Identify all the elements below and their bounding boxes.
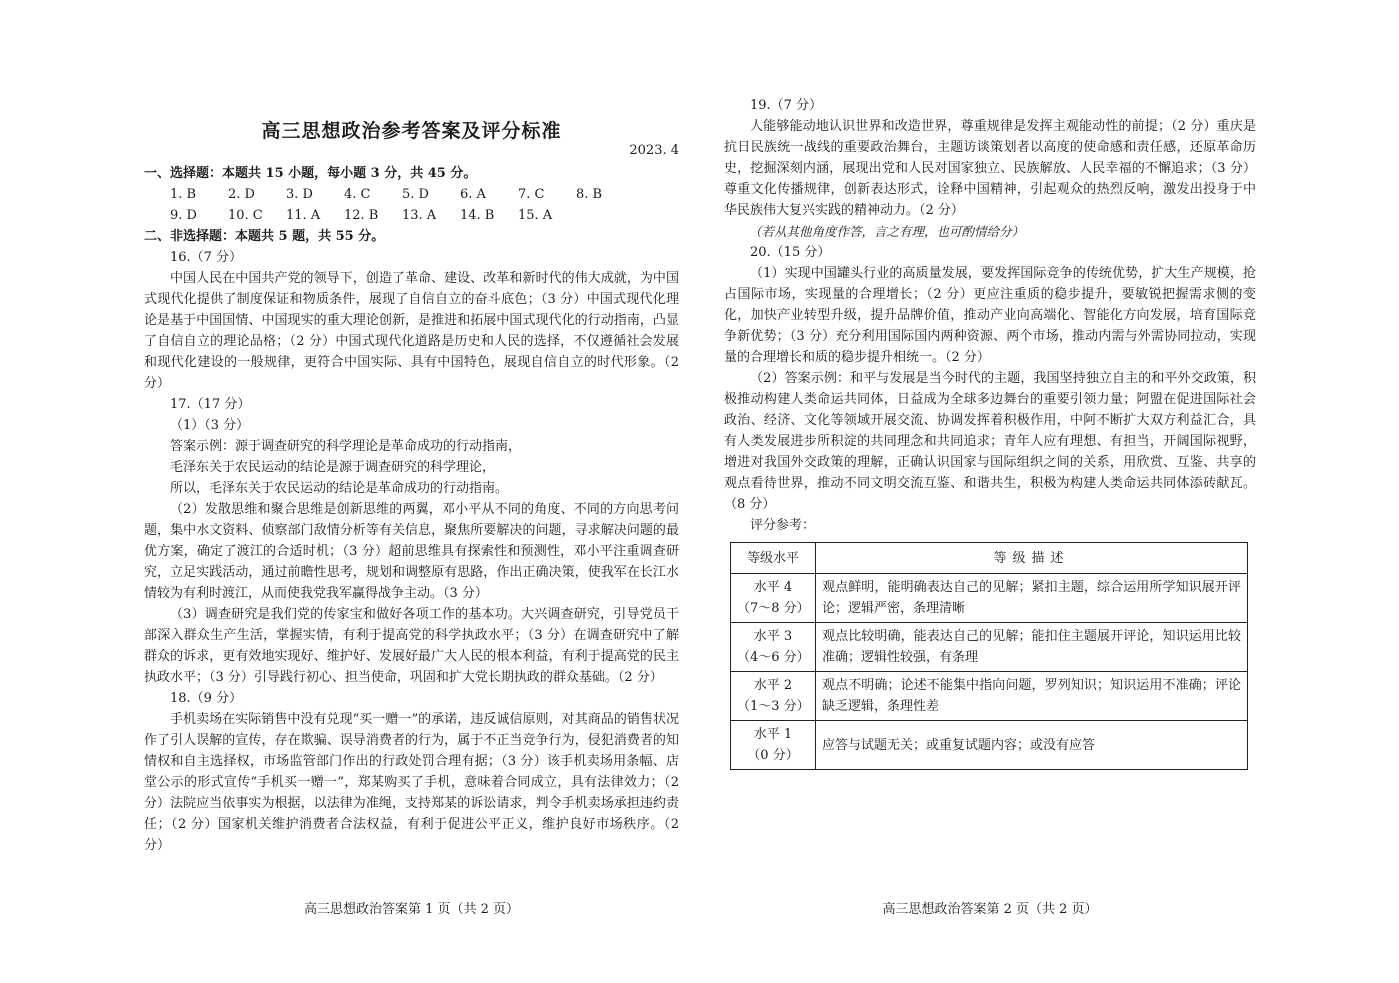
rubric-row — [731, 672, 1248, 721]
q17-sub2-answer: （2）发散思维和聚合思维是创新思维的两翼，邓小平从不同的角度、不同的方向思考问题，集中水文资料、侦察部门敌情分析等有关信息，聚焦所要解决的问题，寻求解决问题的最优方案，确定了渡江的合适时机；（3 分）超前思维具有探索性和预测性，邓小平注重调查研究，立足实践活动，通过前瞻性思考，规划和调整原有思路，作出正确决策，使我军在长江水情较为有利时渡江，从而使我党我军赢得战争主动。（3 分） — [144, 502, 679, 601]
page-2-body — [724, 95, 1256, 770]
rubric-level: 水平 1 — [753, 727, 793, 742]
choice-answer: 3. D — [286, 187, 313, 202]
choice-answer: 6. A — [460, 187, 486, 202]
q18-answer: 手机卖场在实际销售中没有兑现“买一赠一”的承诺，违反诚信原则，对其商品的销售状况作了引人误解的宣传，存在欺骗、误导消费者的行为，属于不正当竞争行为，侵犯消费者的知情权和自主选择权，市场监管部门作出的行政处罚合理有据；（3 分）该手机卖场用条幅、店堂公示的形式宣传“手机买一赠一”，郑某购买了手机，意味着合同成立，具有法律效力；（2 分）法院应当依事实为根据，以法律为准绳，支持郑某的诉讼请求，判令手机卖场承担违约责任；（2 分）国家机关维护消费者合法权益，有利于促进公平正义，维护良好市场秩序。（2 分） — [144, 712, 679, 853]
rubric-level: 水平 2 — [753, 678, 793, 693]
rubric-description: 观点鲜明，能明确表达自己的见解；紧扣主题，综合运用所学知识展开评论；逻辑严密，条理清晰 — [816, 574, 1248, 623]
q17-sub1-label: （1）（3 分） — [170, 418, 250, 433]
q16-answer: 中国人民在中国共产党的领导下，创造了革命、建设、改革和新时代的伟大成就，为中国式现代化提供了制度保证和物质条件，展现了自信自立的奋斗底色；（3 分）中国式现代化理论是基于中国国情、中国现实的重大理论创新，是推进和拓展中国式现代化的行动指南，凸显了自信自立的理论品格；（2 分）中国式现代化道路是历史和人民的选择，不仅遵循社会发展和现代化建设的一般规律，更符合中国实际、具有中国特色，展现自信自立的时代形象。（2 分） — [144, 271, 679, 391]
rubric-label: 评分参考： — [750, 518, 816, 533]
choice-answer: 15. A — [518, 208, 553, 223]
rubric-range: （1～3 分） — [737, 699, 810, 714]
choice-answer: 14. B — [460, 208, 495, 223]
choice-answer: 10. C — [228, 208, 263, 223]
rubric-table — [730, 542, 1248, 770]
q16-label: 16.（7 分） — [170, 250, 243, 265]
q19-note: （若从其他角度作答，言之有理，也可酌情给分） — [749, 224, 1025, 239]
page-2-footer: 高三思想政治答案第 2 页（共 2 页） — [882, 902, 1098, 917]
rubric-level-cell — [731, 672, 816, 721]
page-1-footer: 高三思想政治答案第 1 页（共 2 页） — [303, 902, 520, 917]
choice-answer: 7. C — [518, 187, 545, 202]
rubric-range: （7～8 分） — [737, 601, 810, 616]
page-1 — [144, 0, 679, 983]
choice-answer: 13. A — [402, 208, 437, 223]
rubric-header-level: 等级水平 — [731, 543, 816, 574]
rubric-level: 水平 4 — [753, 580, 793, 595]
choice-answer: 5. D — [402, 187, 429, 202]
q17-sub1-line: 毛泽东关于农民运动的结论是源于调查研究的科学理论， — [170, 460, 496, 475]
rubric-row — [731, 623, 1248, 672]
choice-answer: 4. C — [344, 187, 371, 202]
q17-sub3-answer: （3）调查研究是我们党的传家宝和做好各项工作的基本功。大兴调查研究，引导党员干部深入群众生产生活，掌握实情，有利于提高党的科学执政水平；（3 分）在调查研究中了解群众的诉求，更有效地实现好、维护好、发展好最广大人民的根本利益，有利于提高党的民主执政水平；（3 分）引导践行初心、担当使命，巩固和扩大党长期执政的群众基础。（2 分） — [144, 607, 679, 685]
section-2-heading: 二、非选择题：本题共 5 题，共 55 分。 — [144, 229, 385, 244]
choice-answer: 8. B — [576, 187, 603, 202]
rubric-description: 观点比较明确，能表达自己的见解；能扣住主题展开评论，知识运用比较准确；逻辑性较强，有条理 — [816, 623, 1248, 672]
choice-answers-row-2 — [144, 205, 679, 226]
q17-label: 17.（17 分） — [170, 397, 251, 412]
q19-label: 19.（7 分） — [750, 98, 823, 113]
choice-answer: 9. D — [170, 208, 197, 223]
rubric-header-description: 等级描述 — [816, 543, 1248, 574]
q20-label: 20.（15 分） — [750, 245, 831, 260]
q20-sub1-answer: （1）实现中国罐头行业的高质量发展，要发挥国际竞争的传统优势，扩大生产规模，抢占国际市场，实现量的合理增长；（2 分）更应注重质的稳步提升，要敏锐把握需求侧的变化，加快产业转型升级，提升品牌价值，推动产业向高端化、智能化方向发展，培育国际竞争新优势；（3 分）充分利用国际国内两种资源、两个市场，推动内需与外需协同拉动，实现量的合理增长和质的稳步提升相统一。（2 分） — [724, 266, 1256, 365]
rubric-row — [731, 721, 1248, 770]
page-title: 高三思想政治参考答案及评分标准 — [261, 120, 562, 142]
rubric-description: 应答与试题无关；或重复试题内容；或没有应答 — [816, 721, 1248, 770]
page-1-body — [144, 163, 679, 856]
choice-answer: 12. B — [344, 208, 379, 223]
rubric-level-cell — [731, 623, 816, 672]
choice-answer: 1. B — [170, 187, 197, 202]
rubric-level-cell — [731, 721, 816, 770]
rubric-range: （4～6 分） — [737, 650, 810, 665]
page-2 — [724, 0, 1256, 983]
choice-answer: 11. A — [286, 208, 321, 223]
choice-answer: 2. D — [228, 187, 255, 202]
rubric-header-row — [731, 543, 1248, 574]
rubric-description: 观点不明确；论述不能集中指向问题，罗列知识；知识运用不准确；评论缺乏逻辑，条理性差 — [816, 672, 1248, 721]
choice-answers-row-1 — [144, 184, 679, 205]
q17-sub1-line: 答案示例：源于调查研究的科学理论是革命成功的行动指南， — [170, 439, 522, 454]
rubric-row — [731, 574, 1248, 623]
rubric-level: 水平 3 — [753, 629, 793, 644]
q20-sub2-answer: （2）答案示例：和平与发展是当今时代的主题，我国坚持独立自主的和平外交政策，积极推动构建人类命运共同体，日益成为全球多边舞台的重要引领力量；阿盟在促进国际社会政治、经济、文化等领域开展交流、协调发挥着积极作用，中阿不断扩大双方利益汇合，具有人类发展进步所积淀的共同理念和共同追求；青年人应有理想、有担当，开阔国际视野，增进对我国外交政策的理解，正确认识国家与国际组织之间的关系，用欣赏、互鉴、共享的观点看待世界，推动不同文明交流互鉴、和谐共生，积极为构建人类命运共同体添砖献瓦。（8 分） — [724, 371, 1256, 512]
q19-answer: 人能够能动地认识世界和改造世界，尊重规律是发挥主观能动性的前提；（2 分）重庆是抗日民族统一战线的重要政治舞台，主题访谈策划者以高度的使命感和责任感，还原革命历史，挖掘深刻内涵，展现出党和人民对国家独立、民族解放、人民幸福的不懈追求；（3 分）尊重文化传播规律，创新表达形式，诠释中国精神，引起观众的热烈反响，激发出投身于中华民族伟大复兴实践的精神动力。（2 分） — [724, 119, 1256, 218]
section-1-heading: 一、选择题：本题共 15 小题，每小题 3 分，共 45 分。 — [144, 166, 477, 181]
rubric-range: （0 分） — [747, 748, 799, 763]
rubric-level-cell — [731, 574, 816, 623]
document-date: 2023. 4 — [629, 143, 679, 158]
q18-label: 18.（9 分） — [170, 691, 243, 706]
q17-sub1-line: 所以，毛泽东关于农民运动的结论是革命成功的行动指南。 — [170, 481, 509, 496]
